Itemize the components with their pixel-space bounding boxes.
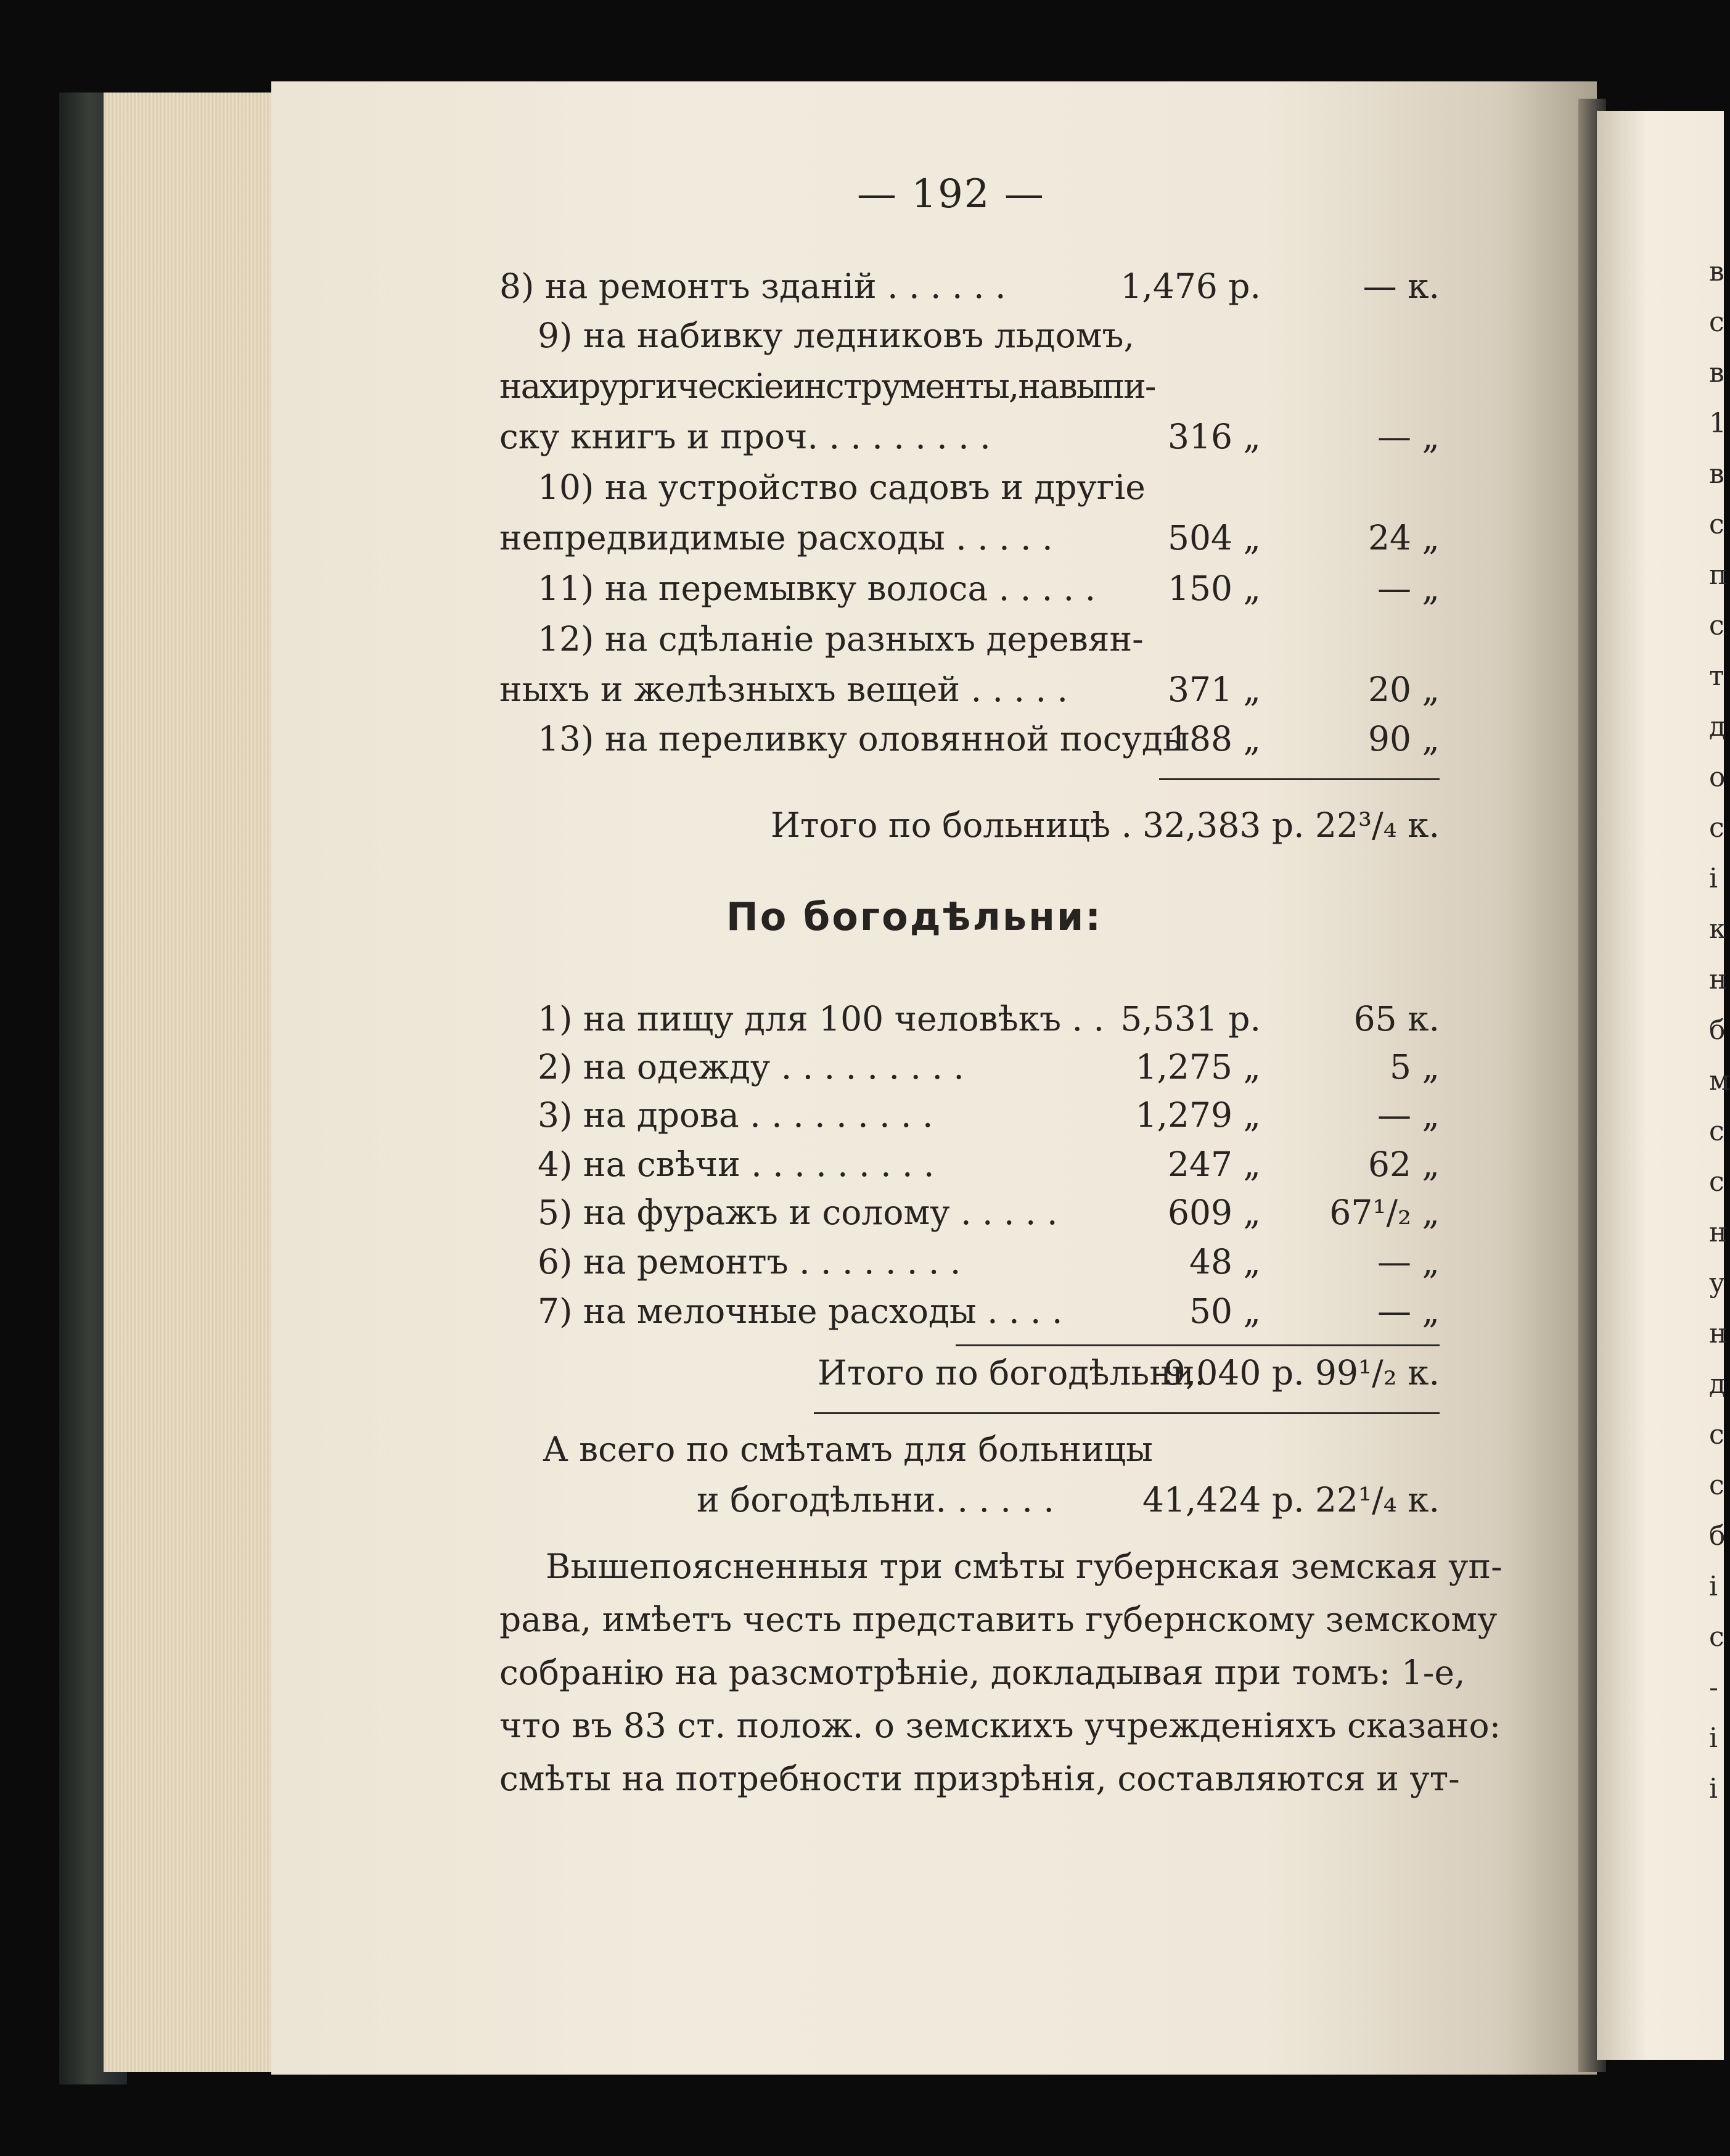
hospital-total <box>499 805 1440 855</box>
item-label: 12) на сдѣланіе разныхъ деревян- <box>538 619 1144 659</box>
facing-page-letter: м <box>1709 1065 1730 1097</box>
total-value: 32,383 р. 22³/₄ к. <box>1142 805 1440 845</box>
facing-page-letter: і <box>1709 1773 1718 1804</box>
paragraph-line: что въ 83 ст. полож. о земскихъ учрежденіяхъ сказано: <box>499 1706 1501 1745</box>
facing-page-letter: с <box>1709 812 1724 844</box>
item-kopecks: — „ <box>1377 569 1440 608</box>
item-rubles: 48 „ <box>1189 1242 1261 1282</box>
item-label: 1) на пищу для 100 человѣкъ . . <box>538 999 1104 1039</box>
total-label: Итого по больницѣ . <box>771 805 1133 845</box>
item-label: ску книгъ и проч. . . . . . . . . <box>499 417 991 456</box>
item-label: 10) на устройство садовъ и другіе <box>538 467 1146 507</box>
item-rubles: 188 „ <box>1168 719 1261 759</box>
section-heading: По богодѣльни: <box>726 894 1103 939</box>
item-label: 3) на дрова . . . . . . . . . <box>538 1095 933 1135</box>
item-rubles: 50 „ <box>1189 1291 1261 1331</box>
page-number: — 192 — <box>857 171 1045 217</box>
facing-page-letter: с <box>1709 509 1724 540</box>
list-item <box>499 467 1440 517</box>
divider <box>956 1344 1440 1346</box>
page-edges <box>104 93 282 2072</box>
item-label: 6) на ремонтъ . . . . . . . . <box>538 1242 961 1282</box>
item-label: 13) на переливку оловянной посуды <box>538 719 1190 759</box>
grand-total-label: и богодѣльни. . . . . . <box>697 1480 1054 1520</box>
item-label: 7) на мелочные расходы . . . . <box>538 1291 1063 1331</box>
item-rubles: 1,279 „ <box>1135 1095 1261 1135</box>
list-item <box>499 569 1440 618</box>
facing-page-letter: і <box>1709 1571 1718 1602</box>
facing-page-letter: в <box>1709 357 1724 389</box>
paragraph-line: Вышепоясненныя три смѣты губернская земская уп- <box>546 1547 1502 1586</box>
item-label: ныхъ и желѣзныхъ вещей . . . . . <box>499 670 1068 709</box>
list-item <box>499 1145 1440 1194</box>
facing-page-letter: с <box>1709 610 1724 641</box>
facing-page-letter: д <box>1709 711 1726 743</box>
facing-page-letter: с <box>1709 1166 1724 1198</box>
list-item <box>499 1095 1440 1145</box>
item-kopecks: — к. <box>1363 266 1440 306</box>
facing-page-letter: о <box>1709 762 1726 793</box>
facing-page-letter: с <box>1709 1621 1724 1653</box>
list-item <box>499 999 1440 1048</box>
list-item <box>499 366 1440 416</box>
facing-page-letter: в <box>1709 458 1724 490</box>
facing-page-letter: б <box>1709 1014 1726 1046</box>
facing-page-letter: с <box>1709 307 1724 338</box>
facing-page-letter: н <box>1709 1318 1728 1349</box>
item-rubles: 504 „ <box>1168 518 1261 558</box>
total-value: 9,040 р. 99¹/₂ к. <box>1163 1353 1440 1393</box>
facing-page-letter: к <box>1709 913 1726 945</box>
item-rubles: 247 „ <box>1168 1145 1261 1184</box>
facing-page-letter: с <box>1709 1116 1724 1147</box>
item-label: 4) на свѣчи . . . . . . . . . <box>538 1145 935 1184</box>
divider <box>1159 778 1440 780</box>
item-kopecks: 67¹/₂ „ <box>1329 1193 1440 1232</box>
facing-page-letter: і <box>1709 863 1718 894</box>
list-item <box>499 1291 1440 1341</box>
facing-page-letter: п <box>1709 559 1728 591</box>
item-label: 9) на набивку ледниковъ льдомъ, <box>538 316 1134 355</box>
item-label: 2) на одежду . . . . . . . . . <box>538 1047 964 1087</box>
divider <box>814 1412 1440 1414</box>
list-item <box>499 619 1440 669</box>
list-item <box>499 1047 1440 1097</box>
grand-total-label: А всего по смѣтамъ для больницы <box>543 1430 1153 1469</box>
facing-page-letter: н <box>1709 1217 1728 1248</box>
grand-total-value: 41,424 р. 22¹/₄ к. <box>1142 1480 1440 1520</box>
facing-page-letter: с <box>1709 1419 1724 1450</box>
item-label: непредвидимые расходы . . . . . <box>499 518 1053 558</box>
almshouse-total <box>499 1353 1440 1402</box>
facing-page-letter: с <box>1709 1470 1724 1501</box>
item-label: 11) на перемывку волоса . . . . . <box>538 569 1096 608</box>
list-item <box>499 266 1440 316</box>
facing-page-letter: 1 <box>1709 408 1726 439</box>
facing-page-letter: у <box>1709 1267 1725 1299</box>
item-kopecks: 5 „ <box>1390 1047 1440 1087</box>
item-rubles: 1,275 „ <box>1135 1047 1261 1087</box>
item-kopecks: 62 „ <box>1368 1145 1440 1184</box>
item-label: 8) на ремонтъ зданій . . . . . . <box>499 266 1006 306</box>
grand-total <box>499 1480 1440 1529</box>
item-kopecks: — „ <box>1377 1242 1440 1282</box>
item-rubles: 371 „ <box>1168 670 1261 709</box>
facing-page-letter: в <box>1709 256 1724 287</box>
list-item <box>499 316 1440 365</box>
item-kopecks: 90 „ <box>1368 719 1440 759</box>
grand-total-line <box>499 1430 1440 1479</box>
item-rubles: 316 „ <box>1168 417 1261 456</box>
facing-page-letter: і <box>1709 1722 1718 1754</box>
list-item <box>499 1193 1440 1242</box>
list-item <box>499 518 1440 567</box>
item-label: 5) на фуражъ и солому . . . . . <box>538 1193 1058 1232</box>
list-item <box>499 719 1440 768</box>
facing-page-letter: н <box>1709 964 1728 995</box>
item-kopecks: 20 „ <box>1368 670 1440 709</box>
item-kopecks: — „ <box>1377 417 1440 456</box>
item-label: нахирургическіеинструменты,навыпи- <box>499 366 1155 406</box>
item-kopecks: — „ <box>1377 1095 1440 1135</box>
list-item <box>499 1242 1440 1291</box>
facing-page-letter: д <box>1709 1368 1726 1400</box>
paragraph-line: рава, имѣетъ честь представить губернскому земскому <box>499 1600 1498 1639</box>
facing-page-letter: т <box>1709 660 1724 692</box>
list-item <box>499 417 1440 466</box>
item-rubles: 609 „ <box>1168 1193 1261 1232</box>
list-item <box>499 670 1440 719</box>
item-rubles: 1,476 р. <box>1120 266 1261 306</box>
paragraph-line: собранію на разсмотрѣніе, докладывая при томъ: 1-е, <box>499 1653 1466 1692</box>
item-rubles: 5,531 р. <box>1120 999 1261 1039</box>
item-kopecks: — „ <box>1377 1291 1440 1331</box>
facing-page-letter: - <box>1709 1672 1718 1703</box>
facing-page <box>1597 111 1724 2060</box>
paragraph-line: смѣты на потребности призрѣнія, составляются и ут- <box>499 1759 1460 1798</box>
item-kopecks: 24 „ <box>1368 518 1440 558</box>
facing-page-letter: б <box>1709 1520 1726 1552</box>
total-label: Итого по богодѣльни. <box>818 1353 1206 1393</box>
item-kopecks: 65 к. <box>1353 999 1440 1039</box>
item-rubles: 150 „ <box>1168 569 1261 608</box>
